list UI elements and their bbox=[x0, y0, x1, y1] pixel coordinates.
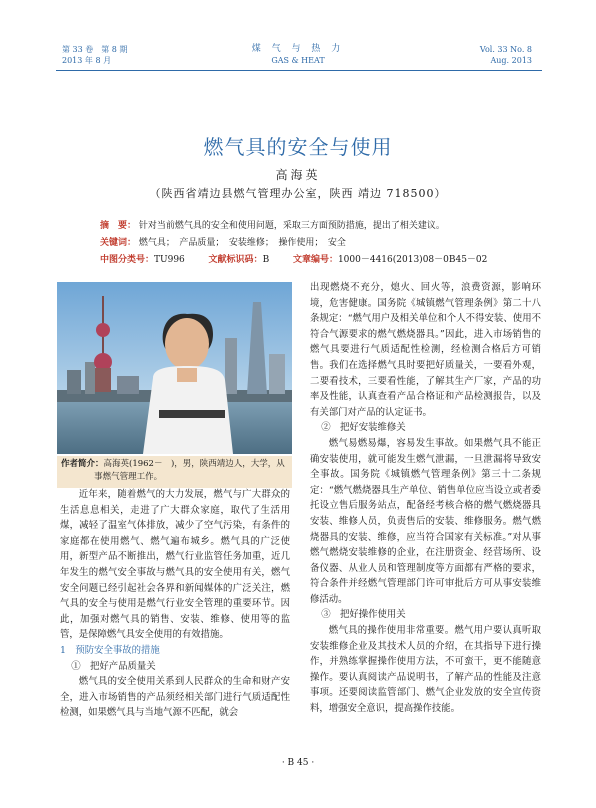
keywords-text: 燃气具； 产品质量； 安装维修； 操作使用； 安全 bbox=[138, 238, 346, 248]
author-bio-text: 高海英(1962－ )，男，陕西靖边人，大学，从 bbox=[103, 459, 285, 469]
article-number-label: 文章编号： bbox=[292, 255, 338, 265]
author-photo bbox=[57, 282, 292, 454]
subsection-heading-operation: ③ 把好操作使用关 bbox=[321, 609, 406, 621]
keywords-label: 关键词： bbox=[100, 238, 137, 248]
body-right-column bbox=[310, 280, 541, 717]
issue-date: 2013 年 8 月 bbox=[62, 56, 112, 65]
author-photo-image bbox=[57, 282, 292, 454]
author-affiliation: （陕西省靖边县燃气管理办公室，陕西 靖边 718500） bbox=[149, 187, 447, 200]
author-name: 高海英 bbox=[275, 168, 321, 182]
clc-value: TU996 bbox=[154, 255, 185, 265]
keywords-line bbox=[100, 237, 346, 250]
quality-paragraph-cont: 出现燃烧不充分，熄火、回火等，浪费资源，影响环境，危害健康。国务院《城镇燃气管理条例》第二十八条规定：“燃气用户及相关单位和个人不得安装、使用不符合气源要求的燃气燃烧器具。”因此，进入市场销售的燃气具要进行气质适配性检测，经检测合格后方可销售。我们在选择燃气具时要把好质量关，一要看外观，二要看技术，三要看性能，了解其生产厂家，产品的功率及性能，认真查看产品合格证和产品检测报告，以及有关部门对产品的认定证书。 bbox=[310, 282, 541, 418]
intro-paragraph: 近年来，随着燃气的大力发展，燃气与广大群众的生活息息相关，走进了广大群众家庭，取代了生活用煤，减轻了温室气体排放，减少了空气污染，有条件的家庭都在使用燃气、燃气遍布城乡。燃气具的广泛使用，新型产品不断推出，燃气行业监管任务加重，近几年发生的燃气安全事故与燃气具的安全使用有关，燃气安全问题已经引起社会各界和新闻媒体的广泛关注，燃气具的安全与使用是燃气行业安全管理的重要环节。因此，加强对燃气具的销售、安装、维修、使用等的监管，是保障燃气具安全使用的有效措施。 bbox=[60, 489, 290, 641]
article-number-value: 1000－4416(2013)08－0B45－02 bbox=[337, 255, 488, 265]
volume-issue: 第 33 卷 第 8 期 bbox=[62, 45, 128, 54]
header-rule bbox=[56, 70, 542, 71]
abstract-line bbox=[100, 220, 445, 233]
subsection-heading-installation: ② 把好安装维修关 bbox=[321, 422, 406, 434]
subsection-heading-quality: ① 把好产品质量关 bbox=[71, 660, 156, 672]
author-bio-caption bbox=[57, 456, 292, 488]
installation-paragraph: 燃气易燃易爆，容易发生事故。如果燃气具不能正确安装使用，就可能发生燃气泄漏，一旦泄漏将导致安全事故。国务院《城镇燃气管理条例》第三十二条规定：“燃气燃烧器具生产单位、销售单位应当设立或者委托设立售后服务站点，配备经考核合格的燃气燃烧器具安装、维修人员，负责售后的安装、维修服务。燃气燃烧器具的安装、维修，应当符合国家有关标准。”对从事燃气燃烧安装维修的企业，在注册资金、经营场所、设备仪器、从业人员和管理制度等方面都有严格的要求，符合条件并经燃气管理部门许可审批后方可从事安装维修活动。 bbox=[310, 437, 541, 605]
section-heading-1: 1 预防安全事故的措施 bbox=[60, 644, 160, 656]
body-left-column bbox=[60, 487, 290, 721]
operation-paragraph: 燃气具的操作使用非常重要。燃气用户要认真听取安装维修企业及其技术人员的介绍，在其指导下进行操作，并熟练掌握操作使用方法，不可蛮干，更不能随意操作。要认真阅读产品说明书，了解产品的性能及注意事项。还要阅读监管部门、燃气企业发放的安全宣传资料，增强安全意识，提高操作技能。 bbox=[310, 625, 541, 715]
clc-label: 中图分类号： bbox=[100, 255, 155, 265]
abstract-text: 针对当前燃气具的安全和使用问题，采取三方面预防措施，提出了相关建议。 bbox=[138, 221, 445, 231]
doc-code-value: B bbox=[262, 255, 270, 265]
journal-name-cn: 煤 气 与 热 力 bbox=[251, 44, 345, 54]
journal-name-en: GAS & HEAT bbox=[271, 56, 325, 65]
quality-paragraph: 燃气具的安全使用关系到人民群众的生命和财产安全，进入市场销售的产品须经相关部门进行气质适配性检测，如果燃气具与当地气源不匹配，就会 bbox=[60, 676, 290, 719]
author-bio-label: 作者简介： bbox=[61, 459, 104, 469]
classification-line bbox=[100, 254, 487, 267]
page-number: · B 45 · bbox=[281, 758, 315, 768]
article-title: 燃气具的安全与使用 bbox=[203, 135, 393, 159]
volume-issue-en: Vol. 33 No. 8 bbox=[479, 45, 532, 54]
author-bio-text-2: 事燃气管理工作。 bbox=[94, 472, 163, 482]
journal-volume-en bbox=[480, 44, 532, 66]
issue-date-en: Aug. 2013 bbox=[490, 56, 532, 65]
abstract-label: 摘 要： bbox=[100, 221, 137, 231]
doc-code-label: 文献标识码： bbox=[208, 255, 263, 265]
